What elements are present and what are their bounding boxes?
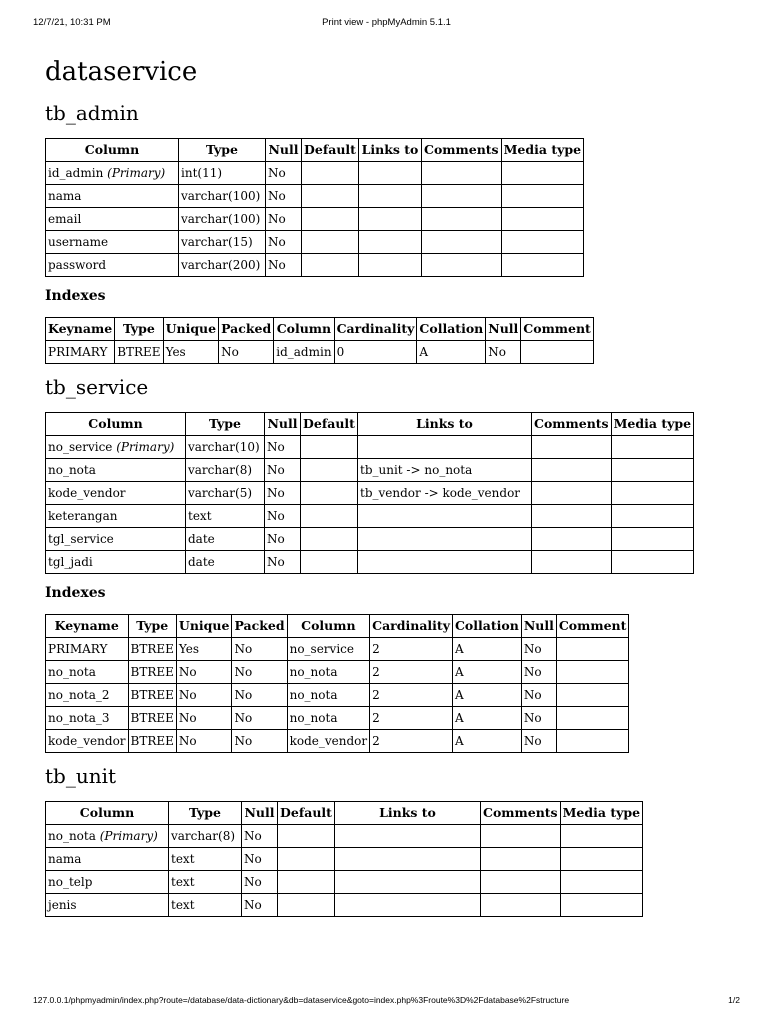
index-cell-packed: No xyxy=(232,684,287,707)
column-name: jenis xyxy=(48,898,77,912)
cell-name xyxy=(46,162,179,185)
table-row xyxy=(46,528,694,551)
index-cell-packed: No xyxy=(219,341,274,364)
table-row xyxy=(46,162,584,185)
print-footer xyxy=(33,995,740,1009)
column-header: Column xyxy=(46,413,186,436)
index-cell-unique: No xyxy=(176,684,232,707)
column-header: Column xyxy=(46,802,169,825)
print-header xyxy=(33,17,740,31)
cell-type: text xyxy=(169,894,242,917)
cell-type: text xyxy=(186,505,265,528)
cell-name xyxy=(46,208,179,231)
index-cell-collation: A xyxy=(452,684,521,707)
cell-links-to xyxy=(359,208,422,231)
index-cell-unique: Yes xyxy=(176,638,232,661)
index-cell-type: BTREE xyxy=(128,730,176,753)
database-title: dataservice xyxy=(45,57,198,87)
cell-name xyxy=(46,459,186,482)
index-header: Packed xyxy=(232,615,287,638)
index-cell-cardinality: 2 xyxy=(370,661,453,684)
cell-links-to xyxy=(335,894,481,917)
cell-null: No xyxy=(266,185,302,208)
cell-comments xyxy=(481,848,561,871)
data-dictionary xyxy=(45,50,745,988)
cell-default xyxy=(301,551,358,574)
cell-default xyxy=(302,231,359,254)
index-cell-packed: No xyxy=(232,638,287,661)
index-header: Unique xyxy=(176,615,232,638)
cell-name xyxy=(46,551,186,574)
index-row xyxy=(46,341,594,364)
table-row xyxy=(46,871,643,894)
index-header: Type xyxy=(128,615,176,638)
cell-default xyxy=(301,528,358,551)
index-header: Comment xyxy=(556,615,629,638)
cell-name xyxy=(46,436,186,459)
index-row xyxy=(46,730,629,753)
column-header: Media type xyxy=(501,139,583,162)
index-cell-keyname: no_nota_2 xyxy=(46,684,129,707)
column-header: Media type xyxy=(611,413,693,436)
cell-links-to xyxy=(335,825,481,848)
cell-links-to xyxy=(335,848,481,871)
index-header: Keyname xyxy=(46,615,129,638)
cell-default xyxy=(302,254,359,277)
cell-name xyxy=(46,185,179,208)
index-header: Collation xyxy=(452,615,521,638)
index-cell-comment xyxy=(556,707,629,730)
index-cell-comment xyxy=(556,638,629,661)
column-name: password xyxy=(48,258,107,272)
column-header: Comments xyxy=(481,802,561,825)
index-cell-unique: Yes xyxy=(163,341,219,364)
cell-type: varchar(5) xyxy=(186,482,265,505)
cell-default xyxy=(302,208,359,231)
index-header: Type xyxy=(115,318,163,341)
index-cell-null: No xyxy=(521,638,556,661)
cell-comments xyxy=(422,162,502,185)
indexes-heading: Indexes xyxy=(45,585,106,601)
column-header: Links to xyxy=(335,802,481,825)
index-row xyxy=(46,638,629,661)
cell-type: varchar(100) xyxy=(179,185,266,208)
cell-name xyxy=(46,482,186,505)
cell-media-type xyxy=(611,528,693,551)
column-header: Null xyxy=(242,802,278,825)
index-cell-packed: No xyxy=(232,707,287,730)
cell-type: date xyxy=(186,551,265,574)
index-cell-null: No xyxy=(486,341,521,364)
cell-type: varchar(100) xyxy=(179,208,266,231)
cell-comments xyxy=(532,528,612,551)
cell-links-to xyxy=(358,505,532,528)
column-header: Links to xyxy=(358,413,532,436)
index-cell-unique: No xyxy=(176,661,232,684)
table-name-heading: tb_unit xyxy=(45,764,117,788)
cell-null: No xyxy=(265,528,301,551)
cell-media-type xyxy=(501,185,583,208)
index-cell-keyname: PRIMARY xyxy=(46,638,129,661)
cell-links-to: tb_unit -> no_nota xyxy=(358,459,532,482)
structure-table xyxy=(45,412,694,574)
column-header: Type xyxy=(179,139,266,162)
index-cell-column: kode_vendor xyxy=(287,730,370,753)
index-cell-null: No xyxy=(521,661,556,684)
cell-comments xyxy=(532,482,612,505)
index-cell-column: id_admin xyxy=(274,341,334,364)
print-title: Print view - phpMyAdmin 5.1.1 xyxy=(322,17,451,28)
cell-media-type xyxy=(501,231,583,254)
table-row xyxy=(46,848,643,871)
index-header: Cardinality xyxy=(370,615,453,638)
index-cell-keyname: PRIMARY xyxy=(46,341,115,364)
cell-comments xyxy=(422,254,502,277)
column-name: id_admin xyxy=(48,166,104,180)
column-name: no_nota xyxy=(48,829,96,843)
cell-links-to: tb_vendor -> kode_vendor xyxy=(358,482,532,505)
cell-links-to xyxy=(359,231,422,254)
index-cell-column: no_nota xyxy=(287,707,370,730)
column-header: Default xyxy=(301,413,358,436)
index-cell-collation: A xyxy=(452,730,521,753)
index-cell-column: no_nota xyxy=(287,684,370,707)
cell-links-to xyxy=(335,871,481,894)
cell-null: No xyxy=(242,894,278,917)
index-header: Packed xyxy=(219,318,274,341)
column-header: Null xyxy=(266,139,302,162)
cell-name xyxy=(46,825,169,848)
index-header: Column xyxy=(287,615,370,638)
cell-null: No xyxy=(266,208,302,231)
table-row xyxy=(46,459,694,482)
index-row xyxy=(46,684,629,707)
cell-comments xyxy=(422,231,502,254)
index-cell-comment xyxy=(556,661,629,684)
cell-null: No xyxy=(242,848,278,871)
cell-null: No xyxy=(242,871,278,894)
column-header: Default xyxy=(302,139,359,162)
column-header: Type xyxy=(169,802,242,825)
print-datetime: 12/7/21, 10:31 PM xyxy=(33,17,111,28)
cell-null: No xyxy=(266,254,302,277)
column-header: Comments xyxy=(422,139,502,162)
index-cell-unique: No xyxy=(176,707,232,730)
cell-name xyxy=(46,505,186,528)
cell-media-type xyxy=(501,254,583,277)
cell-name xyxy=(46,528,186,551)
cell-links-to xyxy=(358,528,532,551)
index-cell-packed: No xyxy=(232,730,287,753)
column-header: Null xyxy=(265,413,301,436)
cell-comments xyxy=(481,871,561,894)
column-name: no_nota xyxy=(48,463,96,477)
index-cell-cardinality: 2 xyxy=(370,684,453,707)
index-header: Null xyxy=(521,615,556,638)
index-cell-null: No xyxy=(521,684,556,707)
index-cell-keyname: no_nota_3 xyxy=(46,707,129,730)
column-name: keterangan xyxy=(48,509,118,523)
cell-comments xyxy=(532,551,612,574)
cell-name xyxy=(46,894,169,917)
cell-null: No xyxy=(265,459,301,482)
index-cell-collation: A xyxy=(452,661,521,684)
index-cell-unique: No xyxy=(176,730,232,753)
index-cell-cardinality: 2 xyxy=(370,707,453,730)
cell-type: date xyxy=(186,528,265,551)
cell-name xyxy=(46,254,179,277)
table-row xyxy=(46,825,643,848)
cell-type: text xyxy=(169,848,242,871)
cell-links-to xyxy=(358,551,532,574)
cell-name xyxy=(46,871,169,894)
index-cell-comment xyxy=(521,341,594,364)
column-name: tgl_jadi xyxy=(48,555,93,569)
cell-default xyxy=(302,185,359,208)
index-row xyxy=(46,661,629,684)
column-name: tgl_service xyxy=(48,532,114,546)
table-row xyxy=(46,208,584,231)
cell-type: varchar(200) xyxy=(179,254,266,277)
cell-comments xyxy=(532,505,612,528)
cell-default xyxy=(278,894,335,917)
cell-null: No xyxy=(265,551,301,574)
cell-media-type xyxy=(611,482,693,505)
cell-name xyxy=(46,231,179,254)
indexes-header-row xyxy=(46,318,594,341)
cell-media-type xyxy=(611,551,693,574)
cell-links-to xyxy=(359,162,422,185)
column-header: Default xyxy=(278,802,335,825)
table-row xyxy=(46,185,584,208)
cell-comments xyxy=(532,436,612,459)
column-header: Column xyxy=(46,139,179,162)
table-row xyxy=(46,482,694,505)
index-cell-keyname: no_nota xyxy=(46,661,129,684)
cell-default xyxy=(278,825,335,848)
structure-table xyxy=(45,801,643,917)
index-row xyxy=(46,707,629,730)
column-header: Type xyxy=(186,413,265,436)
index-cell-collation: A xyxy=(452,707,521,730)
index-cell-column: no_nota xyxy=(287,661,370,684)
column-header: Media type xyxy=(560,802,642,825)
cell-null: No xyxy=(266,231,302,254)
column-name: no_service xyxy=(48,440,113,454)
tables-container xyxy=(45,100,745,917)
index-cell-packed: No xyxy=(232,661,287,684)
index-cell-null: No xyxy=(521,707,556,730)
column-name: nama xyxy=(48,852,82,866)
cell-media-type xyxy=(501,208,583,231)
column-header: Links to xyxy=(359,139,422,162)
cell-media-type xyxy=(560,871,642,894)
page-number: 1/2 xyxy=(728,995,740,1005)
cell-null: No xyxy=(242,825,278,848)
index-header: Collation xyxy=(417,318,486,341)
cell-links-to xyxy=(359,254,422,277)
cell-type: varchar(10) xyxy=(186,436,265,459)
cell-comments xyxy=(481,894,561,917)
indexes-header-row xyxy=(46,615,629,638)
table-row xyxy=(46,551,694,574)
index-cell-collation: A xyxy=(452,638,521,661)
index-cell-comment xyxy=(556,684,629,707)
cell-default xyxy=(278,848,335,871)
cell-type: int(11) xyxy=(179,162,266,185)
table-name-heading: tb_service xyxy=(45,375,149,399)
column-name: username xyxy=(48,235,109,249)
index-header: Cardinality xyxy=(334,318,417,341)
structure-header-row xyxy=(46,139,584,162)
cell-null: No xyxy=(265,505,301,528)
indexes-table xyxy=(45,614,629,753)
cell-media-type xyxy=(560,825,642,848)
cell-type: varchar(8) xyxy=(186,459,265,482)
structure-header-row xyxy=(46,413,694,436)
structure-table xyxy=(45,138,584,277)
indexes-heading: Indexes xyxy=(45,288,106,304)
index-header: Unique xyxy=(163,318,219,341)
cell-comments xyxy=(532,459,612,482)
index-cell-cardinality: 2 xyxy=(370,730,453,753)
index-cell-type: BTREE xyxy=(128,684,176,707)
cell-type: varchar(8) xyxy=(169,825,242,848)
column-name: kode_vendor xyxy=(48,486,126,500)
index-cell-cardinality: 0 xyxy=(334,341,417,364)
cell-links-to xyxy=(358,436,532,459)
index-cell-type: BTREE xyxy=(128,661,176,684)
cell-comments xyxy=(481,825,561,848)
indexes-table xyxy=(45,317,594,364)
index-header: Comment xyxy=(521,318,594,341)
cell-default xyxy=(278,871,335,894)
cell-name xyxy=(46,848,169,871)
cell-media-type xyxy=(611,459,693,482)
index-cell-cardinality: 2 xyxy=(370,638,453,661)
table-row xyxy=(46,254,584,277)
table-row xyxy=(46,231,584,254)
cell-media-type xyxy=(560,894,642,917)
index-cell-collation: A xyxy=(417,341,486,364)
index-cell-comment xyxy=(556,730,629,753)
index-cell-type: BTREE xyxy=(128,638,176,661)
cell-default xyxy=(301,482,358,505)
cell-media-type xyxy=(560,848,642,871)
cell-type: varchar(15) xyxy=(179,231,266,254)
index-header: Column xyxy=(274,318,334,341)
index-header: Null xyxy=(486,318,521,341)
cell-null: No xyxy=(265,482,301,505)
cell-default xyxy=(301,459,358,482)
index-header: Keyname xyxy=(46,318,115,341)
cell-default xyxy=(301,505,358,528)
cell-media-type xyxy=(611,436,693,459)
column-name: no_telp xyxy=(48,875,93,889)
index-cell-type: BTREE xyxy=(128,707,176,730)
cell-default xyxy=(302,162,359,185)
cell-type: text xyxy=(169,871,242,894)
table-row xyxy=(46,436,694,459)
cell-null: No xyxy=(265,436,301,459)
table-row xyxy=(46,894,643,917)
cell-comments xyxy=(422,185,502,208)
primary-marker: (Primary) xyxy=(116,440,175,454)
print-url: 127.0.0.1/phpmyadmin/index.php?route=/database/data-dictionary&db=dataservice&goto=index.php%3Froute%3D%2Fdatabase%2Fstructure xyxy=(33,995,570,1005)
cell-media-type xyxy=(611,505,693,528)
cell-default xyxy=(301,436,358,459)
primary-marker: (Primary) xyxy=(107,166,166,180)
cell-media-type xyxy=(501,162,583,185)
cell-comments xyxy=(422,208,502,231)
table-row xyxy=(46,505,694,528)
index-cell-type: BTREE xyxy=(115,341,163,364)
column-name: email xyxy=(48,212,82,226)
primary-marker: (Primary) xyxy=(99,829,158,843)
cell-null: No xyxy=(266,162,302,185)
column-name: nama xyxy=(48,189,82,203)
cell-links-to xyxy=(359,185,422,208)
index-cell-null: No xyxy=(521,730,556,753)
structure-header-row xyxy=(46,802,643,825)
index-cell-column: no_service xyxy=(287,638,370,661)
table-name-heading: tb_admin xyxy=(45,101,139,125)
column-header: Comments xyxy=(532,413,612,436)
index-cell-keyname: kode_vendor xyxy=(46,730,129,753)
